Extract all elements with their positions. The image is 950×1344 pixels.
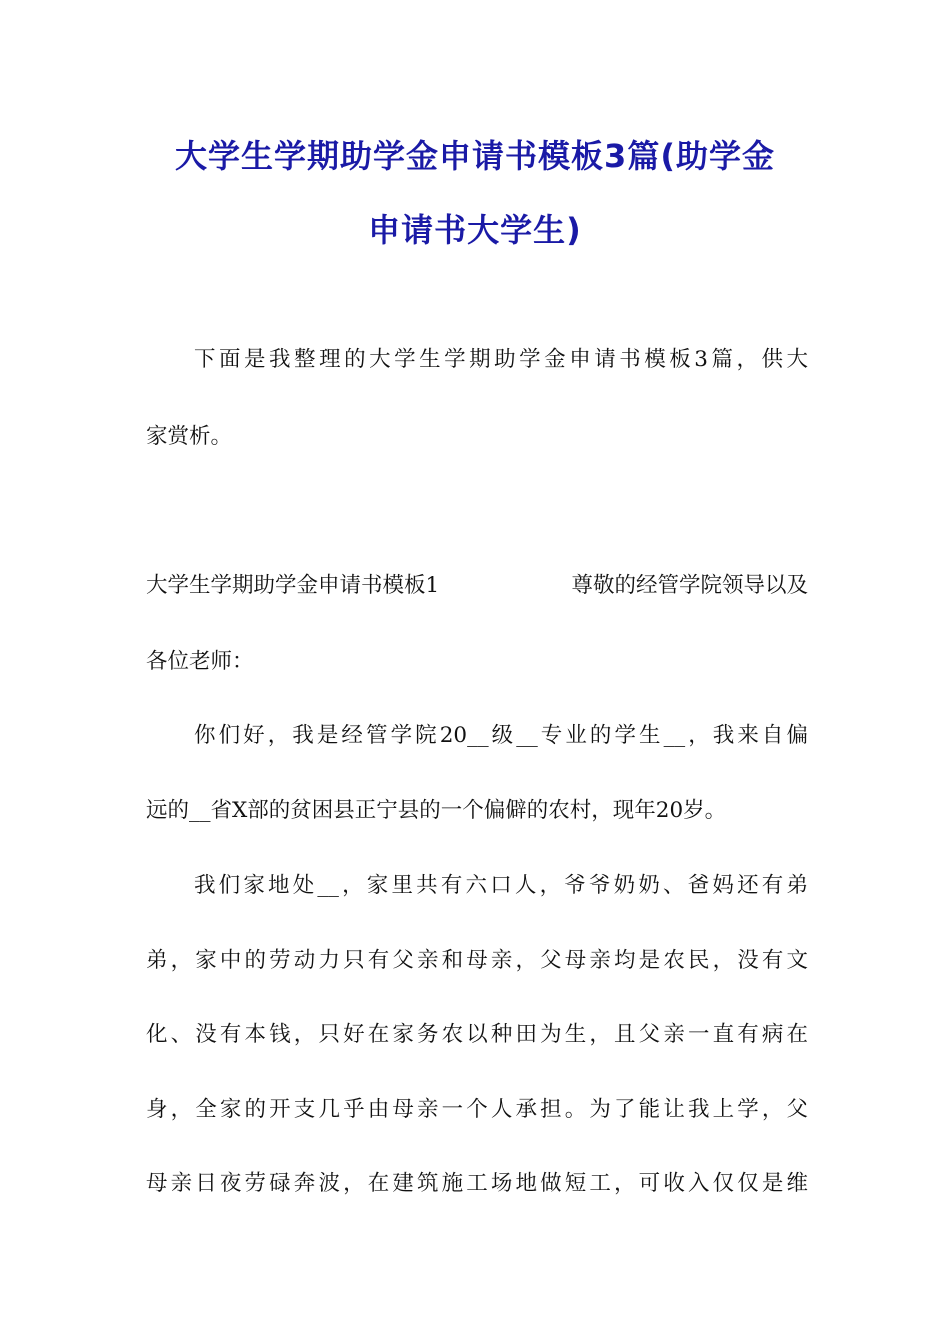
para-2-line-3: 化、没有本钱，只好在家务农以种田为生，且父亲一直有病在 [146,1022,808,1047]
para-2-line-1: 我们家地处__，家里共有六口人，爷爷奶奶、爸妈还有弟 [194,873,808,898]
document-title-line-2: 申请书大学生) [368,211,582,249]
para-2-line-2: 弟，家中的劳动力只有父亲和母亲，父母亲均是农民，没有文 [146,948,808,973]
section-1-heading: 大学生学期助学金申请书模板1 [146,573,440,598]
salutation-end: 各位老师： [146,649,254,674]
intro-line-2: 家赏析。 [146,424,233,449]
para-2-line-4: 身，全家的开支几乎由母亲一个人承担。为了能让我上学，父 [146,1097,808,1122]
intro-line-1: 下面是我整理的大学生学期助学金申请书模板3篇，供大 [194,347,808,372]
salutation-start: 尊敬的经管学院领导以及 [571,573,808,598]
para-1-line-2: 远的__省X部的贫困县正宁县的一个偏僻的农村，现年20岁。 [146,798,727,823]
section-heading-row [146,570,808,602]
para-1-line-1: 你们好，我是经管学院20__级__专业的学生__，我来自偏 [194,723,808,748]
document-title-line-1: 大学生学期助学金申请书模板3篇(助学金 [175,137,775,175]
para-2-line-5: 母亲日夜劳碌奔波，在建筑施工场地做短工，可收入仅仅是维 [146,1171,808,1196]
